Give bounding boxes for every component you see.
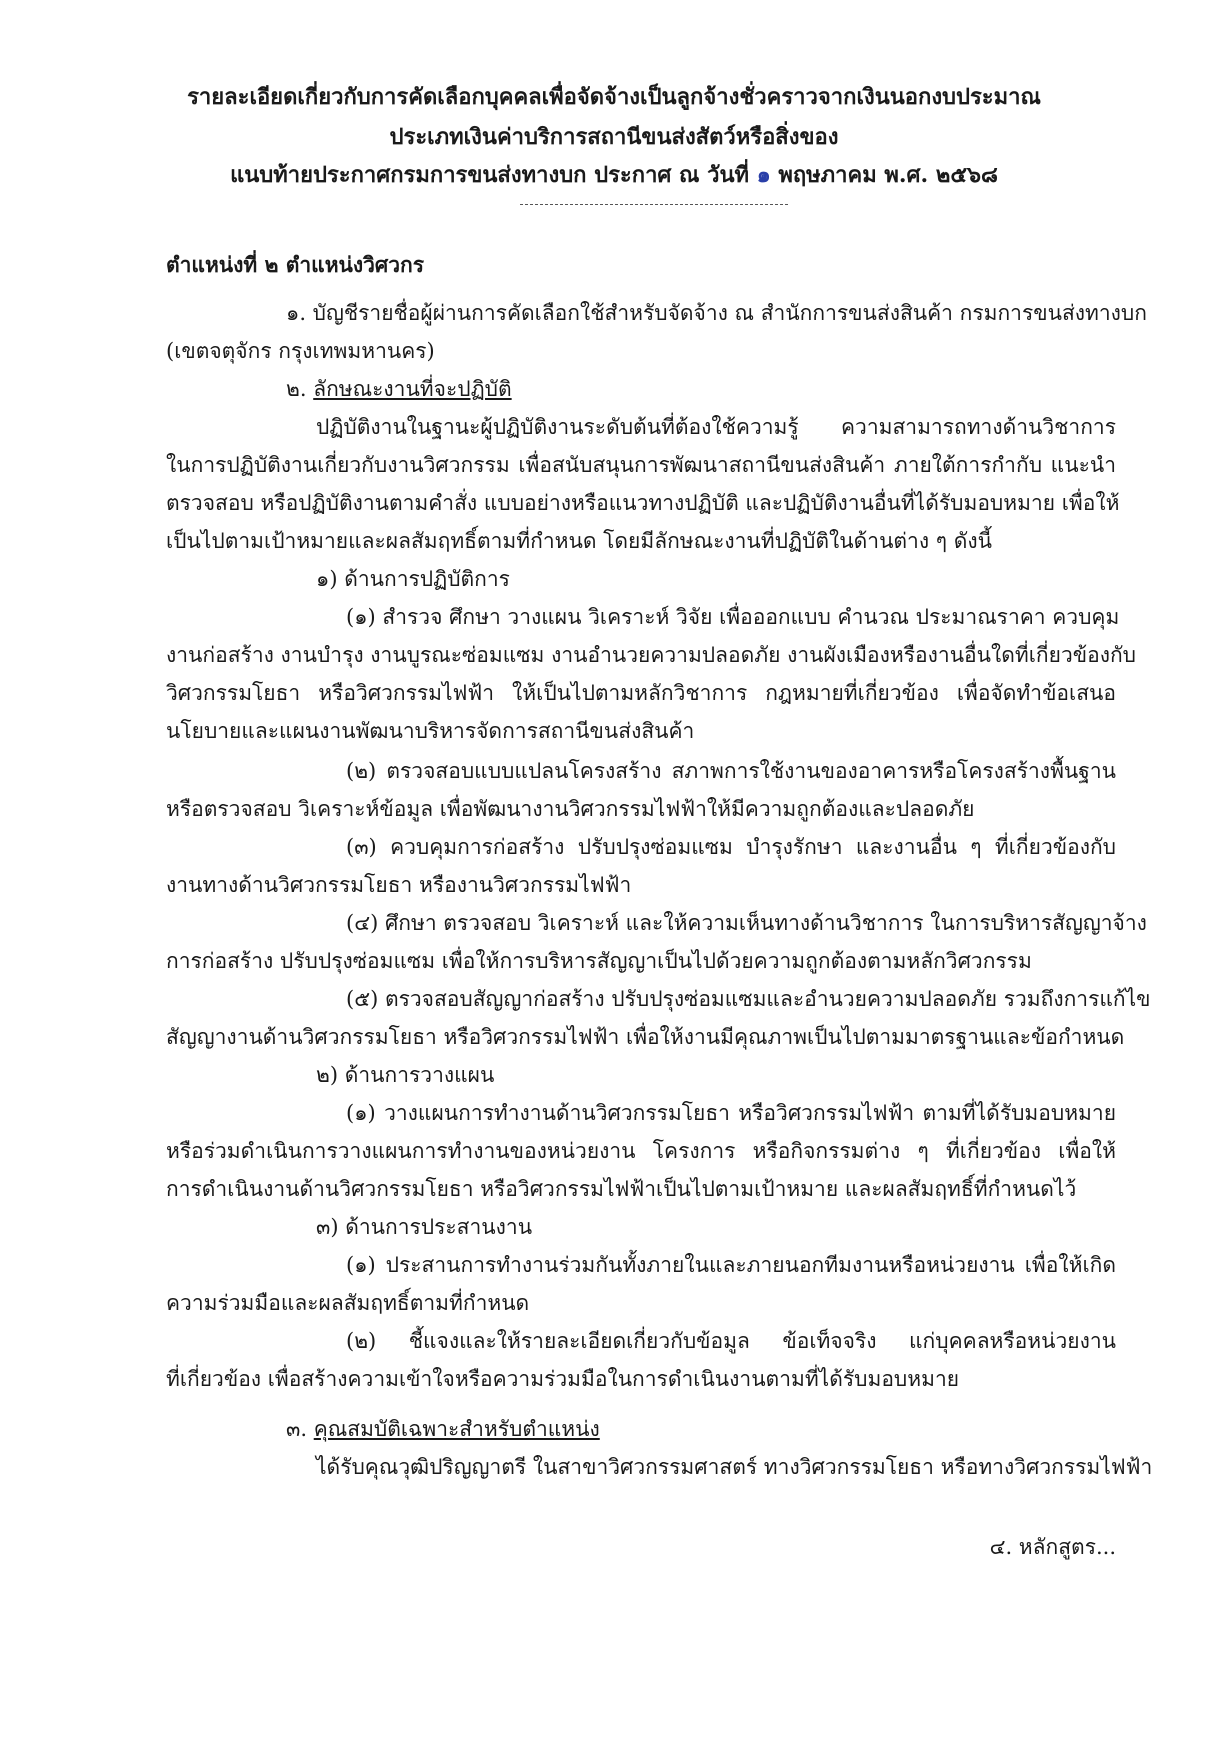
title-line-2: ประเภทเงินค่าบริการสถานีขนส่งสัตว์หรือสิ่งของ [389,124,839,150]
g1-item-1-line-2: งานก่อสร้าง งานบำรุง งานบูรณะซ่อมแซม งานอำนวยความปลอดภัย งานผังเมืองหรืองานอื่นใดที่เกี่ยวข้องกับ [166,643,1137,667]
title-line-3-prefix: แนบท้ายประกาศกรมการขนส่งทางบก ประกาศ ณ วันที่ [230,162,750,188]
g2-item-1-line-1: (๑) วางแผนการทำงานด้านวิศวกรรมโยธา หรือวิศวกรรมไฟฟ้า ตามที่ได้รับมอบหมาย [346,1101,1116,1125]
section-2-title: ลักษณะงานที่จะปฏิบัติ [313,377,512,401]
g1-item-3-line-1: (๓) ควบคุมการก่อสร้าง ปรับปรุงซ่อมแซม บำรุงรักษา และงานอื่น ๆ ที่เกี่ยวข้องกับ [346,835,1116,859]
section-1-line-2: (เขตจตุจักร กรุงเทพมหานคร) [166,339,435,363]
g3-item-2-line-2: ที่เกี่ยวข้อง เพื่อสร้างความเข้าใจหรือความร่วมมือในการดำเนินงานตามที่ได้รับมอบหมาย [166,1367,960,1391]
group-3-heading: ๓) ด้านการประสานงาน [316,1215,533,1239]
para-1-line-3: ตรวจสอบ หรือปฏิบัติงานตามคำสั่ง แบบอย่างหรือแนวทางปฏิบัติ และปฏิบัติงานอื่นที่ได้รับมอบหมาย เพื่อให้ [166,491,1120,515]
g3-item-1-line-1: (๑) ประสานการทำงานร่วมกันทั้งภายในและภายนอกทีมงานหรือหน่วยงาน เพื่อให้เกิด [346,1253,1116,1277]
title-line-1: รายละเอียดเกี่ยวกับการคัดเลือกบุคคลเพื่อจัดจ้างเป็นลูกจ้างชั่วคราวจากเงินนอกงบประมาณ [187,84,1041,110]
para-1-line-4: เป็นไปตามเป้าหมายและผลสัมฤทธิ์ตามที่กำหนด โดยมีลักษณะงานที่ปฏิบัติในด้านต่าง ๆ ดังนี้ [166,529,992,553]
g1-item-1-line-1: (๑) สำรวจ ศึกษา วางแผน วิเคราะห์ วิจัย เพื่อออกแบบ คำนวณ ประมาณราคา ควบคุม [346,605,1120,629]
group-1-heading: ๑) ด้านการปฏิบัติการ [316,567,510,591]
g1-item-2-line-1: (๒) ตรวจสอบแบบแปลนโครงสร้าง สภาพการใช้งานของอาคารหรือโครงสร้างพื้นฐาน [346,759,1116,783]
g2-item-1-line-3: การดำเนินงานด้านวิศวกรรมโยธา หรือวิศวกรรมไฟฟ้าเป็นไปตามเป้าหมาย และผลสัมฤทธิ์ที่กำหนดไว้ [166,1177,1077,1201]
position-heading: ตำแหน่งที่ ๒ ตำแหน่งวิศวกร [166,252,425,277]
title-line-3-suffix: พฤษภาคม พ.ศ. ๒๕๖๘ [778,162,998,188]
g3-item-2-line-1: (๒) ชี้แจงและให้รายละเอียดเกี่ยวกับข้อมูล ข้อเท็จจริง แก่บุคคลหรือหน่วยงาน [346,1329,1116,1353]
section-3-number: ๓. [286,1417,308,1441]
g1-item-2-line-2: หรือตรวจสอบ วิเคราะห์ข้อมูล เพื่อพัฒนางานวิศวกรรมไฟฟ้าให้มีความถูกต้องและปลอดภัย [166,797,975,821]
para-1-line-2: ในการปฏิบัติงานเกี่ยวกับงานวิศวกรรม เพื่อสนับสนุนการพัฒนาสถานีขนส่งสินค้า ภายใต้การกำกับ แนะนำ [166,453,1116,477]
para-1-line-1: ปฏิบัติงานในฐานะผู้ปฏิบัติงานระดับต้นที่ต้องใช้ความรู้ ความสามารถทางด้านวิชาการ [316,415,1116,439]
group-2-heading: ๒) ด้านการวางแผน [316,1063,495,1087]
title-divider [520,204,788,205]
section-3-title: คุณสมบัติเฉพาะสำหรับตำแหน่ง [313,1417,600,1441]
section-2-number: ๒. [286,377,307,401]
g1-item-4-line-2: การก่อสร้าง ปรับปรุงซ่อมแซม เพื่อให้การบริหารสัญญาเป็นไปด้วยความถูกต้องตามหลักวิศวกรรม [166,949,1032,973]
g1-item-5-line-2: สัญญางานด้านวิศวกรรมโยธา หรือวิศวกรรมไฟฟ้า เพื่อให้งานมีคุณภาพเป็นไปตามมาตรฐานและข้อกำหนด [166,1025,1125,1049]
g3-item-1-line-2: ความร่วมมือและผลสัมฤทธิ์ตามที่กำหนด [166,1291,530,1315]
continued-next-page: ๔. หลักสูตร... [989,1535,1116,1559]
section-3-body: ได้รับคุณวุฒิปริญญาตรี ในสาขาวิศวกรรมศาสตร์ ทางวิศวกรรมโยธา หรือทางวิศวกรรมไฟฟ้า [316,1455,1153,1479]
g1-item-4-line-1: (๔) ศึกษา ตรวจสอบ วิเคราะห์ และให้ความเห็นทางด้านวิชาการ ในการบริหารสัญญาจ้าง [346,911,1147,935]
g2-item-1-line-2: หรือร่วมดำเนินการวางแผนการทำงานของหน่วยงาน โครงการ หรือกิจกรรมต่าง ๆ ที่เกี่ยวข้อง เพื่อให้ [166,1139,1116,1163]
section-2-heading [286,374,512,404]
section-3-heading [286,1414,600,1444]
g1-item-3-line-2: งานทางด้านวิศวกรรมโยธา หรืองานวิศวกรรมไฟฟ้า [166,873,632,897]
section-1-line-1: ๑. บัญชีรายชื่อผู้ผ่านการคัดเลือกใช้สำหรับจัดจ้าง ณ สำนักการขนส่งสินค้า กรมการขนส่งทางบก [286,301,1147,325]
title-line-3 [0,160,1228,190]
g1-item-5-line-1: (๕) ตรวจสอบสัญญาก่อสร้าง ปรับปรุงซ่อมแซมและอำนวยความปลอดภัย รวมถึงการแก้ไข [346,987,1151,1011]
announcement-day: ๑ [756,162,771,188]
g1-item-1-line-4: นโยบายและแผนงานพัฒนาบริหารจัดการสถานีขนส่งสินค้า [166,719,695,743]
g1-item-1-line-3: วิศวกรรมโยธา หรือวิศวกรรมไฟฟ้า ให้เป็นไปตามหลักวิชาการ กฎหมายที่เกี่ยวข้อง เพื่อจัดทำข้อเสนอ [166,681,1116,705]
